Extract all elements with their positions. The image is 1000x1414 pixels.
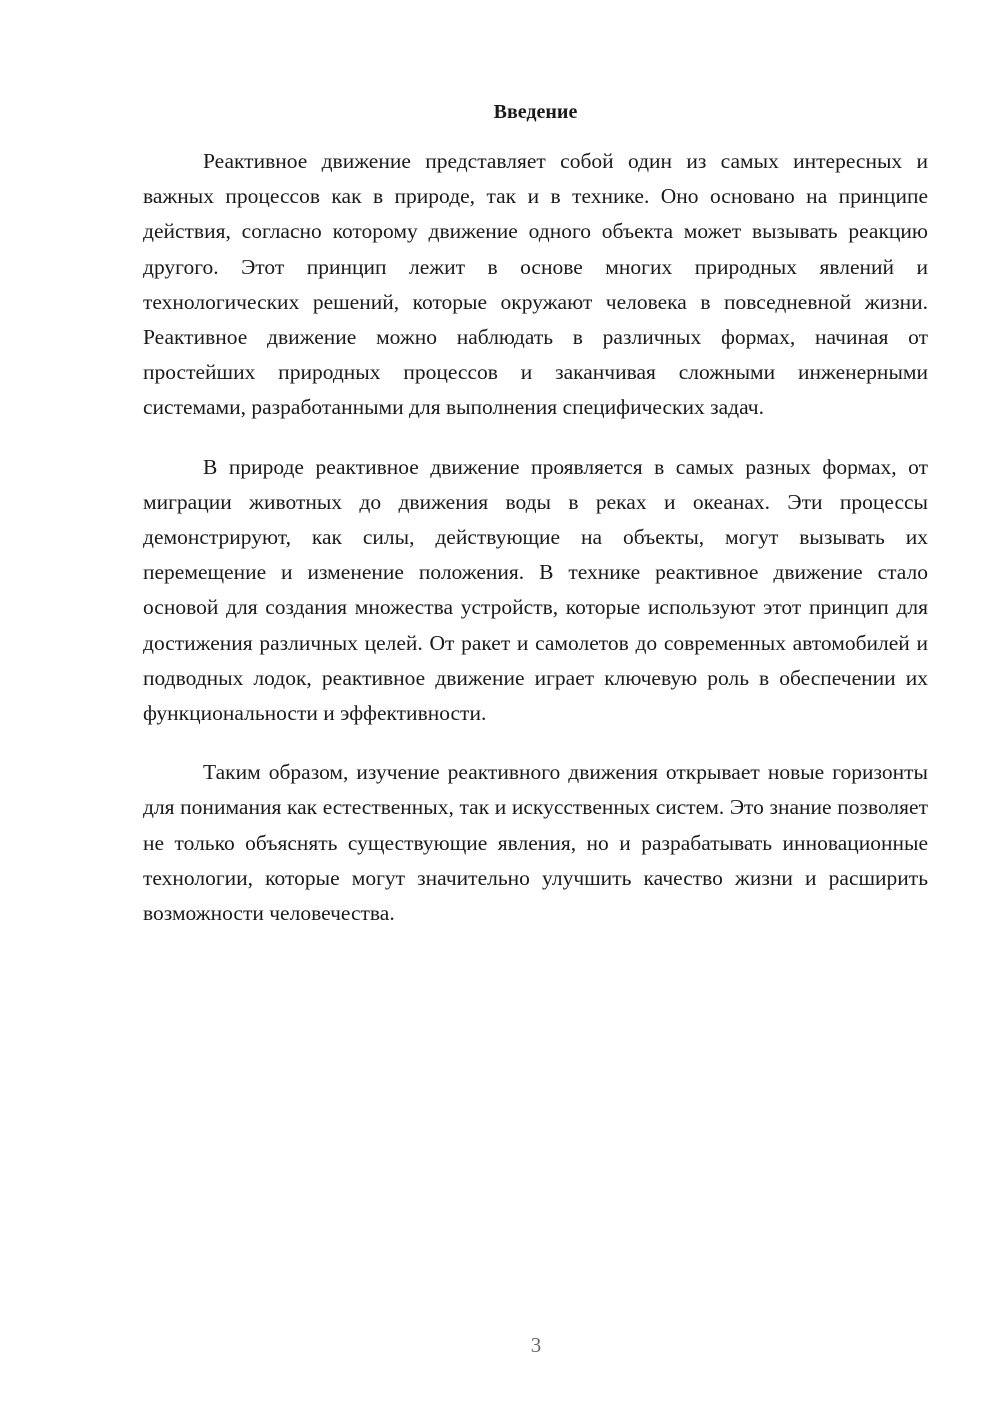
page-content [143,96,928,955]
paragraph-1: Реактивное движение представляет собой один из самых интересных и важных процессов как в природе, так и в технике. Оно основано на принципе действия, согласно которому движение одного объекта может вызывать реакцию другого. Этот принцип лежит в основе многих природных явлений и технологических решений, которые окружают человека в повседневной жизни. Реактивное движение можно наблюдать в различных формах, начиная от простейших природных процессов и заканчивая сложными инженерными системами, разработанными для выполнения специфических задач. [143,149,928,420]
section-heading: Введение [493,101,578,123]
paragraph-3: Таким образом, изучение реактивного движения открывает новые горизонты для понимания как естественных, так и искусственных систем. Это знание позволяет не только объяснять существующие явления, но и разрабатывать инновационные технологии, которые могут значительно улучшить качество жизни и расширить возможности человечества. [143,760,928,926]
paragraph-2: В природе реактивное движение проявляется в самых разных формах, от миграции животных до движения воды в реках и океанах. Эти процессы демонстрируют, как силы, действующие на объекты, могут вызывать их перемещение и изменение положения. В технике реактивное движение стало основой для создания множества устройств, которые используют этот принцип для достижения различных целей. От ракет и самолетов до современных автомобилей и подводных лодок, реактивное движение играет ключевую роль в обеспечении их функциональности и эффективности. [143,454,928,726]
page-number: 3 [530,1333,542,1357]
